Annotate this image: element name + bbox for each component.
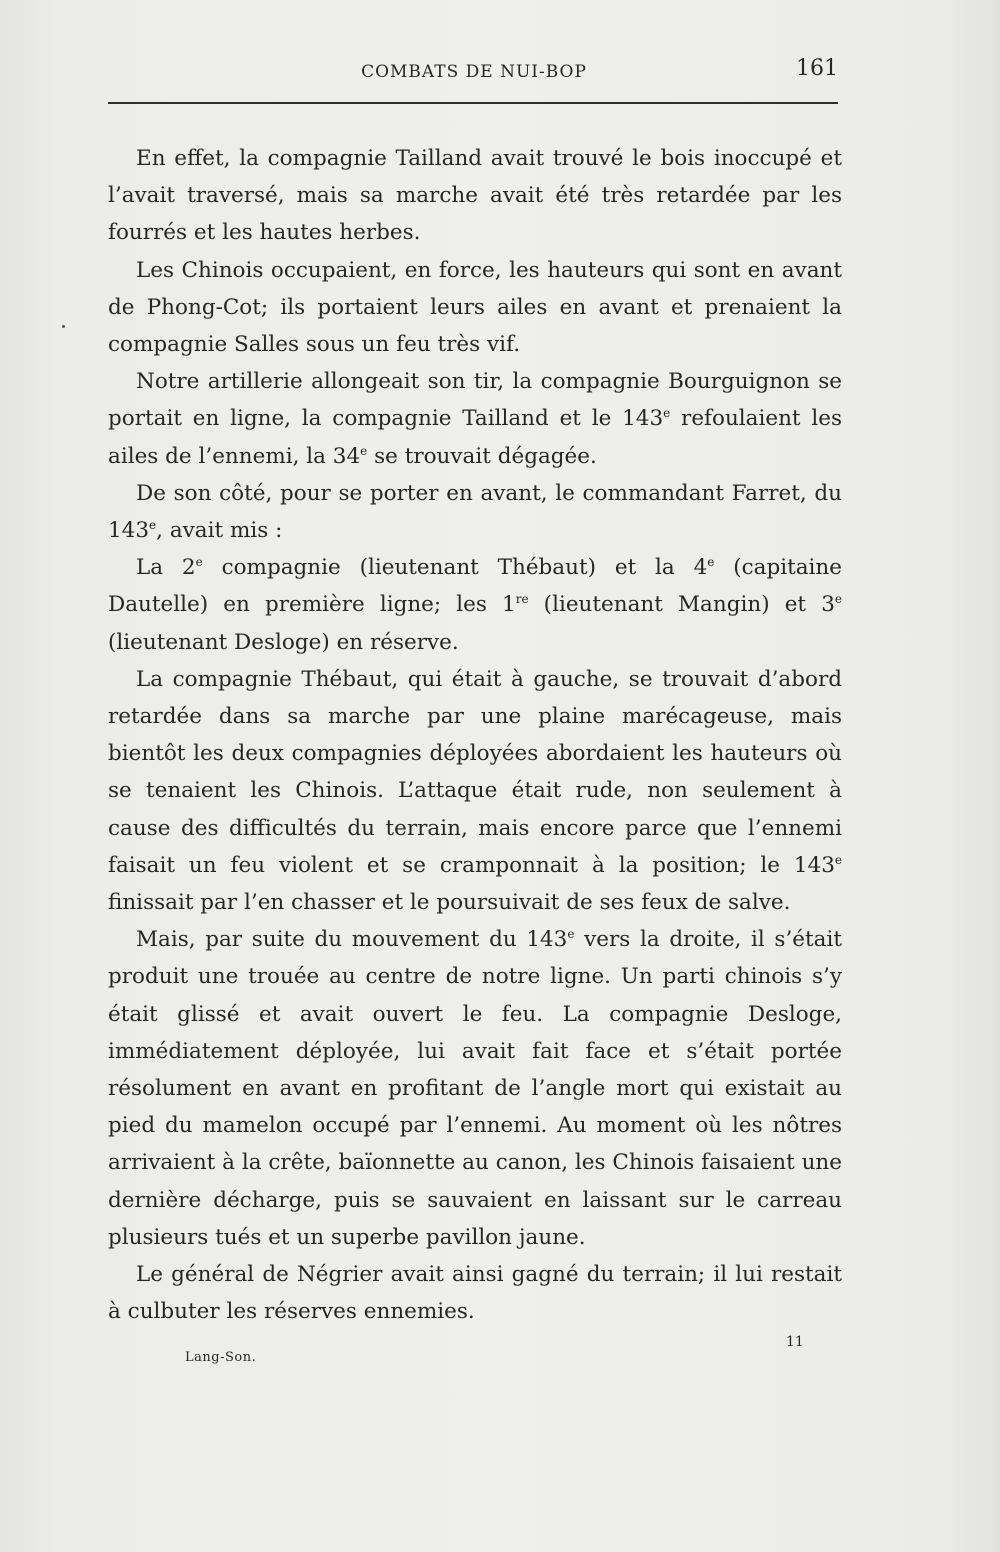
text-run: , avait mis :	[156, 518, 283, 544]
superscript: e	[360, 443, 368, 458]
text-run: finissait par l’en chasser et le poursuivait de ses feux de salve.	[108, 890, 791, 916]
header-rule	[108, 102, 838, 104]
superscript: e	[567, 927, 575, 942]
text-run: (lieutenant Mangin) et 3	[528, 592, 835, 618]
text-run: vers la droite, il s’était produit une trouée au centre de notre ligne. Un parti chinois s’y était glissé et avait ouvert le feu. La compagnie Desloge, immédiatement déployée, lui avait fait face et s’était portée résolument en avant en profitant de l’angle mort qui existait au pied du mamelon occupé par l’ennemi. Au moment où les nôtres arrivaient à la crête, baïonnette au canon, les Chinois faisaient une dernière décharge, puis se sauvaient en laissant sur le carreau plusieurs tués et un superbe pavillon jaune.	[108, 927, 842, 1250]
text-run: se trouvait dégagée.	[367, 443, 597, 469]
text-run: De son côté, pour se porter en avant, le commandant Farret, du 143	[108, 480, 842, 544]
superscript: e	[707, 555, 715, 570]
text-run: (lieutenant Desloge) en réserve.	[108, 629, 459, 655]
superscript: e	[834, 852, 842, 867]
text-run: Les Chinois occupaient, en force, les hauteurs qui sont en avant de Phong-Cot; ils portaient leurs ailes en avant et prenaient la compagnie Salles sous un feu très vif.	[108, 257, 842, 358]
paragraph	[108, 140, 842, 252]
text-run: compagnie (lieutenant Thébaut) et la 4	[202, 555, 708, 581]
text-run: Notre artillerie allongeait son tir, la compagnie Bourguignon se portait en ligne, la compagnie Tailland et le 143	[108, 369, 842, 432]
text-run: En effet, la compagnie Tailland avait trouvé le bois inoccupé et l’avait traversé, mais sa marche avait été très retardée par les fourrés et les hautes herbes.	[108, 146, 842, 246]
text-run: Mais, par suite du mouvement du 143	[136, 927, 568, 953]
running-head	[110, 56, 838, 90]
paragraph	[108, 475, 842, 549]
superscript: e	[149, 518, 157, 533]
text-run: (capitaine Dautelle) en première ligne; les 1	[108, 555, 843, 618]
superscript: e	[195, 555, 203, 570]
superscript: e	[663, 406, 671, 421]
text-run: La 2	[136, 555, 196, 581]
paragraph	[108, 363, 842, 475]
text-run: Le général de Négrier avait ainsi gagné du terrain; il lui restait à culbuter les réserves ennemies.	[108, 1262, 842, 1325]
signature-mark: Lang-Son.	[185, 1350, 257, 1365]
paragraph	[108, 661, 842, 921]
page-number: 161	[796, 56, 838, 81]
body-text	[108, 140, 842, 1331]
sheet-number: 11	[786, 1334, 804, 1350]
paragraph	[108, 252, 842, 364]
superscript: re	[515, 592, 529, 607]
superscript: e	[834, 592, 842, 607]
paragraph	[108, 1256, 842, 1330]
paragraph	[108, 549, 842, 661]
text-run: La compagnie Thébaut, qui était à gauche, se trouvait d’abord retardée dans sa marche par une plaine marécageuse, mais bientôt les deux compagnies déployées abordaient les hauteurs où se tenaient les Chinois. L’attaque était rude, non seulement à cause des difficultés du terrain, mais encore parce que l’ennemi faisait un feu violent et se cramponnait à la position; le 143	[108, 666, 842, 878]
paragraph	[108, 921, 842, 1256]
text-run: refoulaient les ailes de l’ennemi, la 34	[108, 406, 842, 469]
running-title: COMBATS DE NUI-BOP	[361, 62, 587, 82]
ink-speck	[62, 325, 65, 328]
